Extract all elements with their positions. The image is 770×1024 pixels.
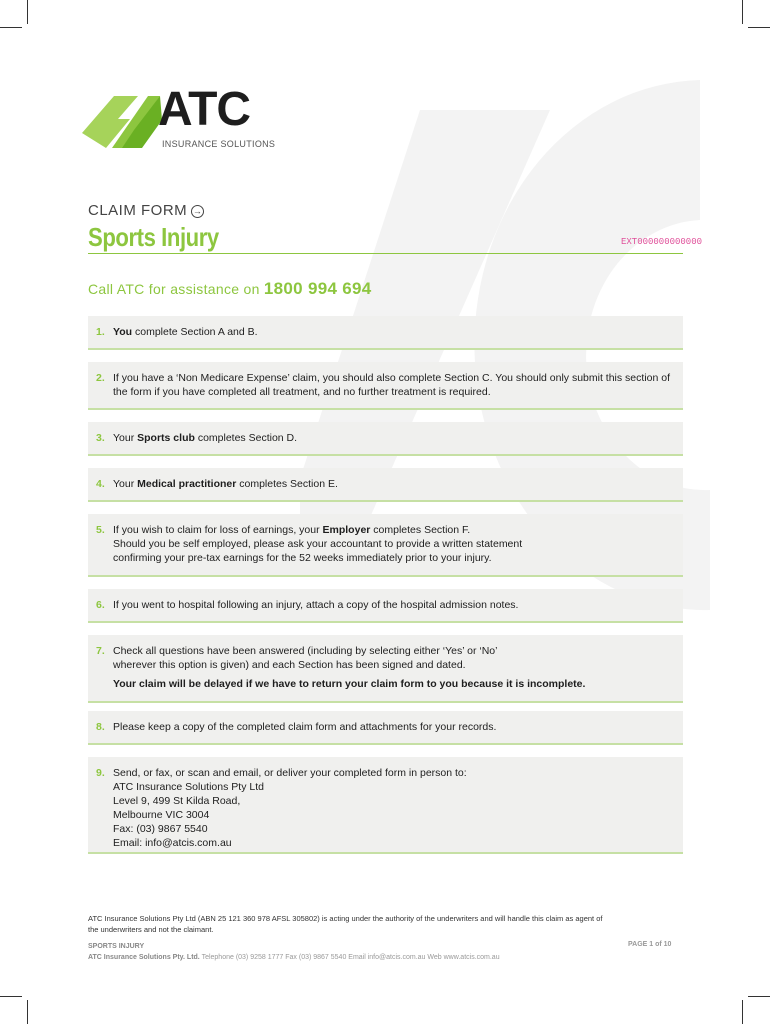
item-text-run: wherever this option is given) and each Section has been signed and dated. xyxy=(113,659,466,671)
item-text xyxy=(113,644,673,691)
page-number: PAGE 1 of 10 xyxy=(628,941,672,948)
assistance-text: Call ATC for assistance on xyxy=(88,281,264,297)
claim-form-label xyxy=(88,202,204,219)
crop-mark xyxy=(742,1000,743,1024)
instruction-item xyxy=(88,468,683,502)
page-title: Sports Injury xyxy=(88,222,219,252)
crop-mark xyxy=(748,27,770,28)
instruction-item xyxy=(88,514,683,577)
footer-company: ATC Insurance Solutions Pty. Ltd. xyxy=(88,954,200,961)
item-text-run: If you have a ‘Non Medicare Expense’ claim, you should also complete Section C. You should only submit this section of the form if you have completed all treatment, and no further treatment is required. xyxy=(113,372,671,398)
assistance-phone: 1800 994 694 xyxy=(263,279,372,298)
instruction-item xyxy=(88,316,683,350)
item-text-run: Please keep a copy of the completed claim form and attachments for your records. xyxy=(113,721,497,733)
item-number: 3. xyxy=(96,432,105,444)
item-text xyxy=(113,477,673,491)
item-emphasis: Medical practitioner xyxy=(137,478,237,490)
item-emphasis: Sports club xyxy=(137,432,195,444)
instruction-item xyxy=(88,589,683,623)
item-text-run: completes Section D. xyxy=(194,432,298,444)
logo-tagline: INSURANCE SOLUTIONS xyxy=(162,139,276,149)
footer-section-label: SPORTS INJURY xyxy=(88,943,145,950)
instruction-item xyxy=(88,757,683,854)
item-emphasis: Employer xyxy=(322,524,371,536)
assistance-line xyxy=(88,279,372,299)
item-number: 7. xyxy=(96,645,105,657)
incomplete-warning: Your claim will be delayed if we have to return your claim form to you because it is incomplete. xyxy=(113,678,586,690)
crop-mark xyxy=(748,996,770,997)
item-text-run: Should you be self employed, please ask your accountant to provide a written statement xyxy=(113,538,523,550)
item-text-run: completes Section E. xyxy=(236,478,338,490)
item-number: 1. xyxy=(96,326,105,338)
title-divider xyxy=(88,253,683,254)
item-text-run: Your xyxy=(113,432,138,444)
form-code: EXT000000000000 xyxy=(621,237,703,247)
item-number: 2. xyxy=(96,372,105,384)
item-text-run: Fax: (03) 9867 5540 xyxy=(113,823,208,835)
crop-mark xyxy=(0,27,22,28)
crop-mark xyxy=(27,1000,28,1024)
item-number: 5. xyxy=(96,524,105,536)
footer-info xyxy=(88,941,500,963)
item-text xyxy=(113,523,673,565)
logo-wordmark: ATC xyxy=(158,83,251,136)
crop-mark xyxy=(27,0,28,24)
instruction-item xyxy=(88,711,683,745)
item-text-run: Send, or fax, or scan and email, or deliver your completed form in person to: xyxy=(113,767,467,779)
item-text-run: Level 9, 499 St Kilda Road, xyxy=(113,795,241,807)
item-text xyxy=(113,766,673,850)
item-number: 4. xyxy=(96,478,105,490)
item-text-run: If you went to hospital following an injury, attach a copy of the hospital admission notes. xyxy=(113,599,519,611)
item-text-run: Check all questions have been answered (including by selecting either ‘Yes’ or ‘No’ xyxy=(113,645,498,657)
item-text-run: Email: info@atcis.com.au xyxy=(113,837,232,849)
item-text-run: ATC Insurance Solutions Pty Ltd xyxy=(113,781,264,793)
item-text-run: If you wish to claim for loss of earnings, your xyxy=(113,524,323,536)
footer-disclaimer: ATC Insurance Solutions Pty Ltd (ABN 25 121 360 978 AFSL 305802) is acting under the authority of the underwriters and will handle this claim as agent of the underwriters and not the claimant. xyxy=(88,914,603,934)
item-emphasis: You xyxy=(113,326,133,338)
instruction-item xyxy=(88,422,683,456)
footer-contact: Telephone (03) 9258 1777 Fax (03) 9867 5540 Email info@atcis.com.au Web www.atcis.com.au xyxy=(199,954,500,961)
item-number: 8. xyxy=(96,721,105,733)
item-text-run: complete Section A and B. xyxy=(132,326,258,338)
circle-arrow-right-icon: → xyxy=(192,206,203,216)
crop-mark xyxy=(742,0,743,24)
item-text-run: Melbourne VIC 3004 xyxy=(113,809,210,821)
item-number: 9. xyxy=(96,767,105,779)
item-text-run: confirming your pre-tax earnings for the 52 weeks immediately prior to your injury. xyxy=(113,552,492,564)
instruction-item xyxy=(88,635,683,703)
item-text xyxy=(113,720,673,734)
instruction-item xyxy=(88,362,683,410)
item-text xyxy=(113,598,673,612)
item-text-run: completes Section F. xyxy=(370,524,471,536)
item-text-run: Your xyxy=(113,478,138,490)
crop-mark xyxy=(0,996,22,997)
item-number: 6. xyxy=(96,599,105,611)
claim-form-text: CLAIM FORM xyxy=(88,202,188,219)
item-text xyxy=(113,431,673,445)
item-text xyxy=(113,371,673,399)
item-text xyxy=(113,325,673,339)
